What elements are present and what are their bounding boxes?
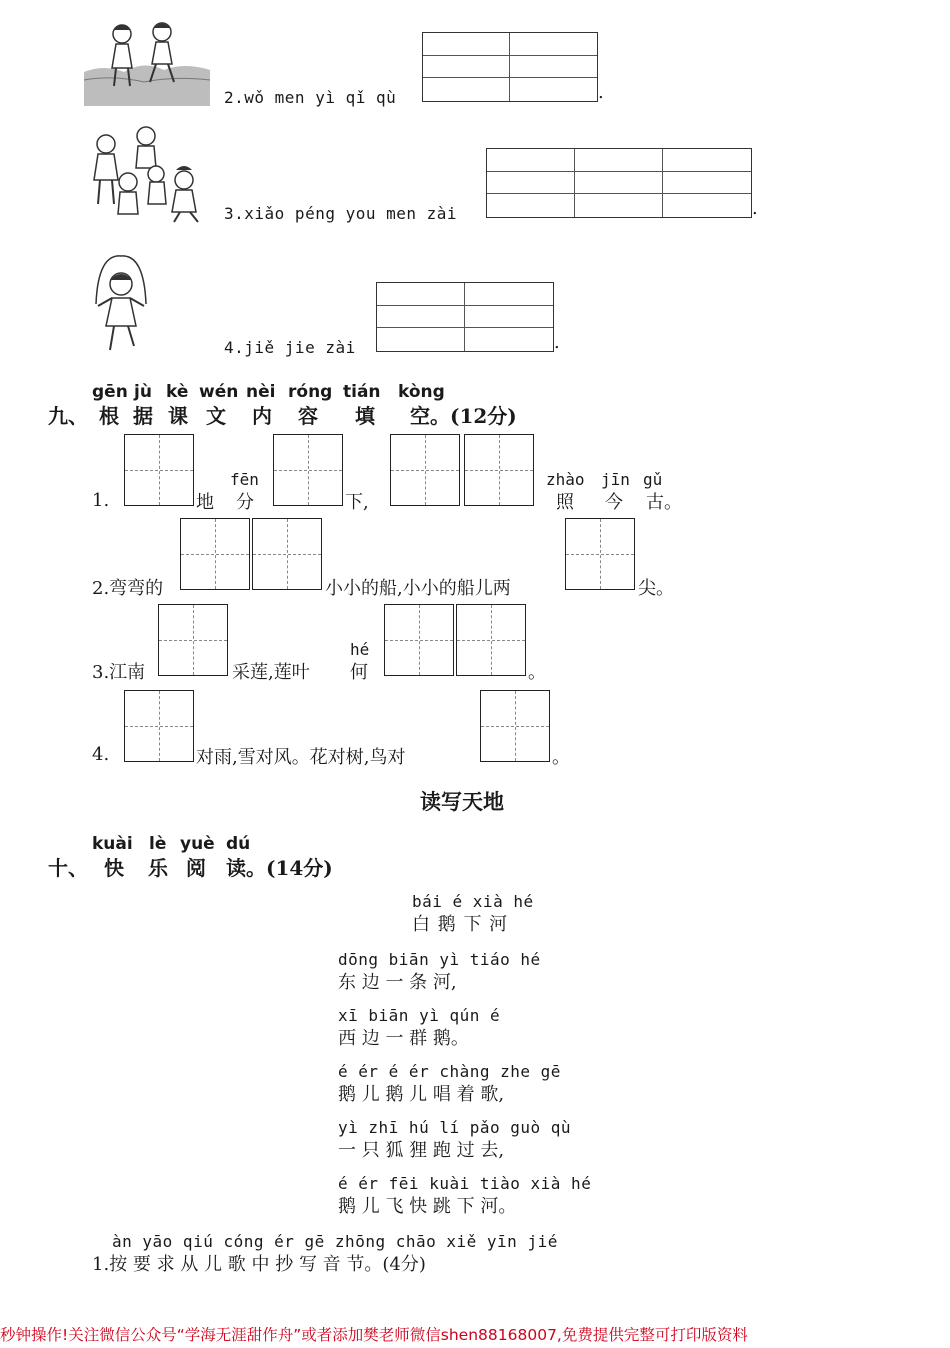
heading-pinyin: lè (149, 834, 167, 854)
section-number: 九、 (48, 404, 88, 428)
poem-line: 鹅 儿 鹅 儿 唱 着 歌, (338, 1084, 505, 1105)
sentence-end-mark: . (598, 82, 604, 103)
two-girls-walking-illustration (84, 20, 212, 106)
sentence-number: 3. (224, 204, 245, 223)
tianzige-box[interactable] (124, 690, 194, 762)
heading-pinyin: dú (226, 834, 251, 854)
sentence-3 (224, 204, 457, 223)
poem-line-pinyin: yì zhī hú lí pǎo guò qù (338, 1118, 572, 1137)
poem-line-pinyin: é ér fēi kuài tiào xià hé (338, 1174, 592, 1193)
part-title: 读写天地 (420, 790, 504, 814)
sentence-4 (224, 338, 356, 357)
tianzige-box[interactable] (158, 604, 228, 676)
heading-char: 读 (226, 856, 246, 880)
heading-char: 快 (104, 856, 124, 880)
heading-char: 填 (355, 404, 375, 428)
tianzige-box[interactable] (565, 518, 635, 590)
char-pinyin: jīn (601, 470, 630, 489)
question-text: 1.按 要 求 从 儿 歌 中 抄 写 音 节。(4分) (92, 1254, 426, 1275)
sentence-pinyin: jiě jie zài (244, 338, 356, 357)
item-text: 古。 (646, 492, 682, 513)
heading-pinyin: tián (343, 382, 381, 402)
item-text: 采莲,莲叶 (232, 662, 310, 683)
heading-pinyin: kè (166, 382, 189, 402)
tianzige-box[interactable] (464, 434, 534, 506)
heading-pinyin: róng (288, 382, 333, 402)
heading-char: 课 (168, 404, 188, 428)
char-pinyin: zhào (546, 470, 585, 489)
char-pinyin: fēn (230, 470, 259, 489)
sentence-end-mark: . (554, 332, 560, 353)
heading-char: 空 (410, 404, 430, 428)
heading-pinyin: wén (199, 382, 239, 402)
tianzige-box[interactable] (384, 604, 454, 676)
heading-char: 乐 (148, 856, 168, 880)
heading-pinyin: gēn (92, 382, 128, 402)
tianzige-box[interactable] (456, 604, 526, 676)
writing-grid-3[interactable] (486, 148, 752, 218)
sentence-pinyin: wǒ men yì qǐ qù (244, 88, 397, 107)
sentence-end-mark: . (752, 198, 758, 219)
char-pinyin: hé (350, 640, 370, 659)
footer-notice: 秒钟操作!关注微信公众号“学海无涯甜作舟”或者添加樊老师微信shen88168007,免费提供完整可打印版资料 (0, 1326, 748, 1344)
item-text: 2.弯弯的 (92, 578, 164, 599)
writing-grid-4[interactable] (376, 282, 554, 352)
item-text: 小小的船,小小的船儿两 (325, 578, 511, 599)
item-number: 1. (92, 490, 110, 511)
heading-pinyin: yuè (180, 834, 215, 854)
section-number: 十、 (48, 856, 88, 880)
item-number: 4. (92, 744, 110, 765)
tianzige-box[interactable] (480, 690, 550, 762)
heading-char: 内 (252, 404, 272, 428)
poem-line: 西 边 一 群 鹅。 (338, 1028, 469, 1049)
item-text: 3.江南 (92, 662, 146, 683)
tianzige-box[interactable] (273, 434, 343, 506)
tianzige-box[interactable] (124, 434, 194, 506)
sentence-number: 4. (224, 338, 245, 357)
section-score: 。(12分) (430, 404, 517, 428)
item-text: 。 (552, 747, 570, 768)
poem-title-pinyin: bái é xià hé (412, 892, 534, 911)
heading-char: 容 (298, 404, 318, 428)
sentence-pinyin: xiǎo péng you men zài (244, 204, 458, 223)
heading-char: 据 (133, 404, 153, 428)
sentence-number: 2. (224, 88, 245, 107)
heading-char: 文 (206, 404, 226, 428)
question-pinyin: àn yāo qiú cóng ér gē zhōng chāo xiě yīn jié (112, 1232, 558, 1251)
poem-line-pinyin: é ér é ér chàng zhe gē (338, 1062, 561, 1081)
heading-char: 阅 (186, 856, 206, 880)
heading-char: 根 (99, 404, 119, 428)
item-text: 地 (196, 492, 214, 513)
item-text: 何 (350, 662, 368, 683)
tianzige-box[interactable] (252, 518, 322, 590)
kids-playing-illustration (84, 124, 214, 224)
poem-line: 一 只 狐 狸 跑 过 去, (338, 1140, 505, 1161)
poem-line: 鹅 儿 飞 快 跳 下 河。 (338, 1196, 517, 1217)
heading-pinyin: kuài (92, 834, 133, 854)
item-text: 照 (556, 492, 574, 513)
heading-pinyin: kòng (398, 382, 445, 402)
heading-pinyin: jù (134, 382, 152, 402)
item-text: 尖。 (638, 578, 674, 599)
heading-pinyin: nèi (246, 382, 276, 402)
item-text: 对雨,雪对风。花对树,鸟对 (196, 747, 406, 768)
tianzige-box[interactable] (390, 434, 460, 506)
item-text: 下, (345, 492, 369, 513)
char-pinyin: gǔ (643, 470, 663, 489)
tianzige-box[interactable] (180, 518, 250, 590)
poem-line-pinyin: xī biān yì qún é (338, 1006, 501, 1025)
poem-line-pinyin: dōng biān yì tiáo hé (338, 950, 541, 969)
section-score: 。(14分) (246, 856, 333, 880)
item-text: 今 (605, 492, 623, 513)
poem-title: 白 鹅 下 河 (412, 914, 509, 935)
item-text: 分 (236, 492, 254, 513)
girl-jumping-rope-illustration (86, 254, 156, 358)
poem-line: 东 边 一 条 河, (338, 972, 457, 993)
item-text: 。 (528, 662, 546, 683)
sentence-2 (224, 88, 396, 107)
writing-grid-2[interactable] (422, 32, 598, 102)
